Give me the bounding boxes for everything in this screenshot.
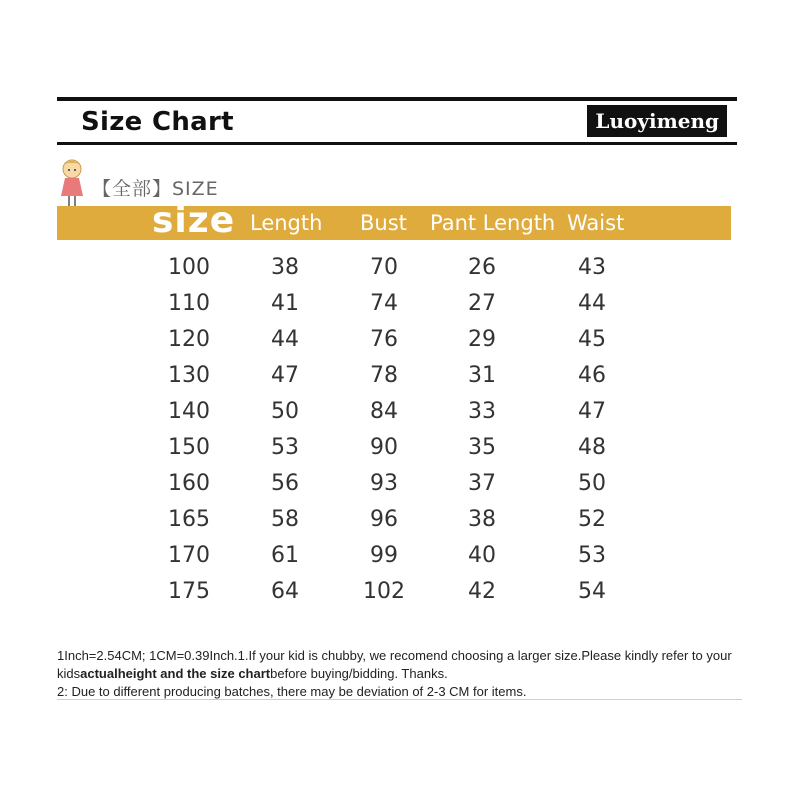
table-row (0, 466, 800, 502)
header-bar (57, 97, 737, 145)
bust-cell: 70 (370, 255, 398, 280)
length-cell: 47 (271, 363, 299, 388)
note-line2: 2: Due to different producing batches, there may be deviation of 2-3 CM for items. (57, 684, 527, 699)
notes-divider (57, 699, 742, 700)
table-row (0, 502, 800, 538)
length-cell: 58 (271, 507, 299, 532)
bust-cell: 84 (370, 399, 398, 424)
brand-badge: Luoyimeng (587, 105, 727, 137)
page-title: Size Chart (81, 107, 234, 137)
pant-length-cell: 31 (468, 363, 496, 388)
bust-cell: 74 (370, 291, 398, 316)
length-cell: 50 (271, 399, 299, 424)
table-row (0, 250, 800, 286)
bust-cell: 93 (370, 471, 398, 496)
size-cell: 100 (168, 255, 210, 280)
table-header-band (57, 200, 731, 241)
pant-length-cell: 42 (468, 579, 496, 604)
pant-length-cell: 33 (468, 399, 496, 424)
size-notes (57, 647, 747, 701)
bust-cell: 90 (370, 435, 398, 460)
size-cell: 160 (168, 471, 210, 496)
pant-length-cell: 37 (468, 471, 496, 496)
size-cell: 150 (168, 435, 210, 460)
size-tag-label: 【全部】SIZE (92, 178, 219, 200)
waist-cell: 47 (578, 399, 606, 424)
bust-cell: 76 (370, 327, 398, 352)
length-cell: 64 (271, 579, 299, 604)
note-line1-part1: 1Inch=2.54CM; 1CM=0.39Inch.1.If your kid is chubby, we recomend choosing a larger size.Please kindly refer to your kids (57, 648, 732, 681)
table-row (0, 286, 800, 322)
waist-cell: 44 (578, 291, 606, 316)
bust-cell: 102 (363, 579, 405, 604)
pant-length-cell: 40 (468, 543, 496, 568)
pant-length-cell: 35 (468, 435, 496, 460)
length-cell: 53 (271, 435, 299, 460)
waist-cell: 54 (578, 579, 606, 604)
column-header-pant-length: Pant Length (430, 211, 556, 235)
waist-cell: 48 (578, 435, 606, 460)
size-cell: 170 (168, 543, 210, 568)
pant-length-cell: 38 (468, 507, 496, 532)
table-row (0, 538, 800, 574)
table-row (0, 394, 800, 430)
size-cell: 110 (168, 291, 210, 316)
pant-length-cell: 29 (468, 327, 496, 352)
waist-cell: 53 (578, 543, 606, 568)
pant-length-cell: 27 (468, 291, 496, 316)
waist-cell: 50 (578, 471, 606, 496)
column-header-size: size (152, 200, 236, 241)
length-cell: 41 (271, 291, 299, 316)
table-row (0, 430, 800, 466)
note-line1-part2: before buying/bidding. Thanks. (270, 666, 448, 681)
waist-cell: 52 (578, 507, 606, 532)
size-cell: 175 (168, 579, 210, 604)
length-cell: 44 (271, 327, 299, 352)
pant-length-cell: 26 (468, 255, 496, 280)
column-header-waist: Waist (567, 211, 625, 235)
size-cell: 140 (168, 399, 210, 424)
bust-cell: 78 (370, 363, 398, 388)
column-header-length: Length (250, 211, 323, 235)
length-cell: 56 (271, 471, 299, 496)
size-cell: 165 (168, 507, 210, 532)
table-row (0, 574, 800, 610)
waist-cell: 46 (578, 363, 606, 388)
size-cell: 130 (168, 363, 210, 388)
table-row (0, 322, 800, 358)
bust-cell: 96 (370, 507, 398, 532)
waist-cell: 45 (578, 327, 606, 352)
size-cell: 120 (168, 327, 210, 352)
length-cell: 38 (271, 255, 299, 280)
bust-cell: 99 (370, 543, 398, 568)
waist-cell: 43 (578, 255, 606, 280)
note-line1-bold: actualheight and the size chart (80, 666, 271, 681)
length-cell: 61 (271, 543, 299, 568)
table-row (0, 358, 800, 394)
column-header-bust: Bust (360, 211, 407, 235)
